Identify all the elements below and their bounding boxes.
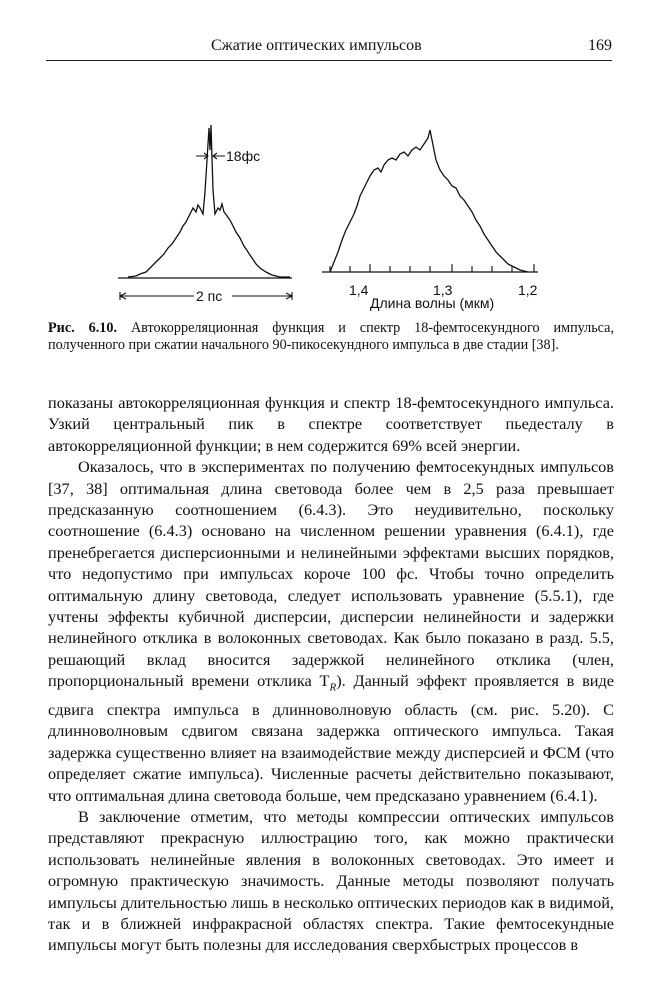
- paragraph-1: показаны автокорреляционная функция и спектр 18-фемтосекундного импульса. Узкий центральный пик в спектре соответствует пьедесталу в автокорреляционной функции; в нем содержится 69% всей энергии.: [48, 393, 614, 455]
- figure-caption: [48, 320, 614, 354]
- paragraph-2-subscript: R: [329, 681, 337, 694]
- paragraph-2: [48, 456, 614, 806]
- spectrum-plot: [322, 130, 538, 311]
- running-title: Сжатие оптических импульсов: [211, 37, 422, 54]
- span-label: 2 пс: [196, 288, 223, 304]
- caption-text: Автокорреляционная функция и спектр 18-фемтосекундного импульса, полученного при сжатии начального 90-пикосекундного импульса в две стадии [38].: [48, 320, 614, 353]
- figure-svg: [0, 0, 648, 320]
- spectrum-xlabel: Длина волны (мкм): [370, 295, 495, 311]
- caption-label: Рис. 6.10.: [48, 320, 117, 336]
- paragraph-2-part-2: ). Данный эффект проявляется в виде сдвига спектра импульса в длинноволновую область (см. рис. 5.20). С длинноволновым сдвигом связана задержка оптического импульса. Такая задержка существенно влияет на взаимодействие между дисперсией и ФСМ (что определяет сжатие импульса). Численные расчеты действительно показывают, что оптимальная длина световода больше, чем предсказано уравнением (6.4.1).: [48, 671, 614, 805]
- paragraph-2-part-1: Оказалось, что в экспериментах по получению фемтосекундных импульсов [37, 38] оптимальная длина световода более чем в 2,5 раза превышает предсказанную соотношением (6.4.3). Это неудивительно, поскольку соотношение (6.4.3) основано на численном решении уравнения (6.4.1), где пренебрегается дисперсионными и нелинейными эффектами высших порядков, что недопустимо при импульсах короче 100 фс. Чтобы точно определить оптимальную длину световода, следует использовать уравнение (5.5.1), где учтены эффекты кубичной дисперсии, дисперсии нелинейности и задержки нелинейного отклика в волоконных световодах. Как было показано в разд. 5.5, решающий вклад вносится задержкой нелинейного отклика (член, пропорциональный времени отклика T: [48, 457, 614, 691]
- page-number: 169: [588, 37, 612, 54]
- autocorrelation-plot: [118, 125, 292, 304]
- spectrum-ticks: [330, 264, 534, 272]
- peak-width-arrows: [196, 153, 225, 159]
- tick-label-1-2: 1,2: [518, 282, 538, 298]
- peak-width-label: 18фс: [226, 148, 261, 164]
- autocorrelation-trace: [128, 125, 290, 277]
- tick-label-1-4: 1,4: [349, 282, 369, 298]
- figure-6-10: [0, 0, 648, 320]
- paragraph-3: В заключение отметим, что методы компрессии оптических импульсов представляют прекрасную иллюстрацию того, как можно практически использовать нелинейные явления в волоконных световодах. Это имеет и огромную практическую значимость. Данные методы позволяют получать импульсы длительностью лишь в несколько оптических периодов как в видимой, так и в ближней инфракрасной областях спектра. Такие фемтосекундные импульсы могут быть полезны для исследования сверхбыстрых процессов в: [48, 806, 614, 955]
- tick-label-1-3: 1,3: [433, 282, 453, 298]
- body-text: [48, 392, 614, 956]
- spectrum-trace: [330, 130, 528, 272]
